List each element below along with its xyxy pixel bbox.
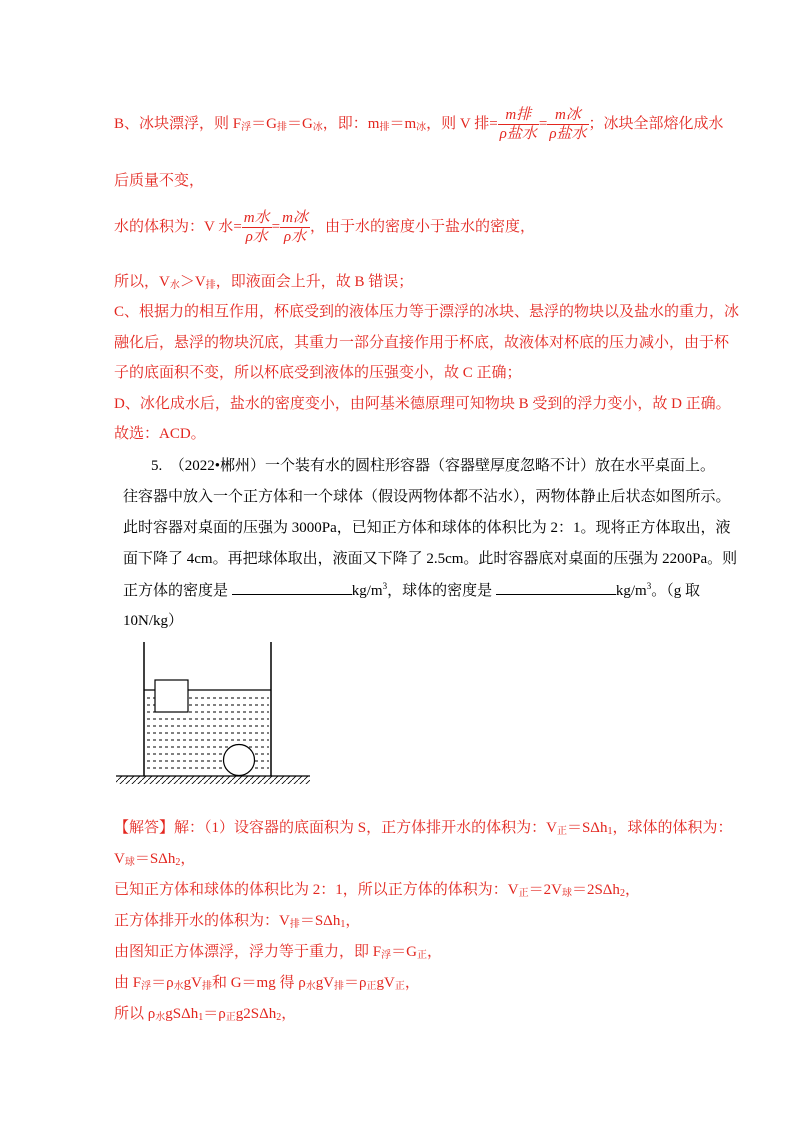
text: gV	[376, 975, 395, 991]
eq: =	[489, 116, 498, 132]
eq: =	[271, 219, 281, 235]
den: ρ水	[245, 229, 268, 246]
text: 和 G＝mg 得 ρ	[211, 975, 306, 991]
sub: 水	[155, 1012, 166, 1023]
solution-line-7	[114, 1004, 296, 1024]
text: ＝G	[391, 944, 417, 960]
d-answer: 故选：ACD。	[114, 426, 206, 442]
text: ＞V	[179, 274, 206, 290]
sub: 浮	[241, 122, 252, 133]
text: ＝ρ	[151, 975, 174, 991]
solution-line-6	[114, 973, 420, 993]
sub: 正	[416, 950, 427, 961]
sub: 2	[175, 857, 181, 868]
text: ，	[281, 1006, 297, 1022]
sub: 1	[340, 919, 346, 930]
sub: 冰	[416, 122, 427, 133]
sub: 正	[366, 981, 377, 992]
solution-line-3	[114, 880, 640, 900]
fraction	[242, 209, 272, 246]
d-line-1: D、冰化成水后，盐水的密度变小，由阿基米德原理可知物块 B 受到的浮力变小，故 D 正确。	[114, 396, 731, 412]
text: 正方体排开水的体积为：V	[114, 913, 290, 929]
text: B、冰块漂浮，则 F	[114, 116, 242, 132]
cube	[155, 680, 188, 712]
sup: 3	[646, 581, 652, 591]
q5-line-6: 10N/kg）	[123, 613, 184, 629]
text: 正方体的密度是	[123, 583, 229, 599]
sub: 球	[561, 888, 572, 899]
text: ＝m	[389, 116, 417, 132]
text: ，则 V 排	[426, 116, 490, 132]
sphere	[224, 745, 255, 776]
text: ，即：m	[322, 116, 380, 132]
text: 所以，V	[114, 274, 170, 290]
sub: 水	[169, 280, 180, 291]
unit: kg/m	[351, 583, 383, 599]
sub: 正	[518, 888, 529, 899]
text: ，即液面会上升，故 B 错误；	[215, 274, 414, 290]
solution-line-1	[114, 818, 732, 838]
text: gV	[315, 975, 335, 991]
sup: 3	[382, 581, 388, 591]
sub: 2	[619, 888, 625, 899]
answer-blank-sphere-density[interactable]	[496, 580, 616, 595]
text: 已知正方体和球体的体积比为 2：1，所以正方体的体积为：V	[114, 882, 519, 898]
sub: 排	[276, 122, 287, 133]
sub: 冰	[312, 122, 323, 133]
num: m冰	[282, 210, 308, 227]
sub: 排	[334, 981, 345, 992]
num: m冰	[547, 106, 588, 125]
text: ，	[345, 913, 361, 929]
text: ＝ρ	[344, 975, 367, 991]
text: ＝2V	[528, 882, 562, 898]
sub: 排	[205, 280, 216, 291]
solution-tag: 【解答】	[114, 820, 175, 836]
c-line-3: 子的底面积不变，所以杯底受到液体的压强变小，故 C 正确；	[114, 365, 522, 381]
solution-line-5	[114, 942, 442, 962]
text: 解：（1）设容器的底面积为 S，正方体排开水的体积为：V	[174, 820, 557, 836]
b-line-2: 后质量不变，	[114, 173, 205, 189]
sub: 正	[225, 1012, 236, 1023]
text: V	[114, 851, 125, 867]
sub: 水	[305, 981, 316, 992]
c-line-1: C、根据力的相互作用，杯底受到的液体压力等于漂浮的冰块、悬浮的物块以及盐水的重力，冰	[114, 304, 740, 320]
q5-line-5	[123, 580, 700, 601]
sub: 浮	[141, 981, 152, 992]
text: gV	[183, 975, 202, 991]
sub: 1	[607, 826, 613, 837]
fraction	[498, 106, 539, 143]
c-line-2: 融化后，悬浮的物块沉底，其重力一部分直接作用于杯底，故液体对杯底的压力减小，由于杯	[114, 335, 730, 351]
sub: 2	[276, 1012, 282, 1023]
q5-line-3: 此时容器对桌面的压强为 3000Pa，已知正方体和球体的体积比为 2：1。现将正方体取出，液	[123, 520, 731, 536]
text: ，	[180, 851, 196, 867]
fraction	[280, 209, 310, 246]
text: g2SΔh	[235, 1006, 277, 1022]
num: m水	[243, 210, 270, 227]
sub: 1	[198, 1012, 204, 1023]
eq: =	[538, 116, 548, 132]
text: 由图知正方体漂浮，浮力等于重力，即 F	[114, 944, 382, 960]
sub: 正	[556, 826, 567, 837]
text: ＝G	[251, 116, 277, 132]
text: ，由于水的密度小于盐水的密度，	[309, 219, 535, 235]
text: 由 F	[114, 975, 142, 991]
num: m排	[498, 106, 539, 125]
sub: 水	[173, 981, 184, 992]
sub: 排	[289, 919, 300, 930]
q5-line-4: 面下降了 4cm。再把球体取出，液面又下降了 2.5cm。此时容器底对桌面的压强为 2200Pa。则	[123, 551, 738, 567]
b-line-4	[114, 272, 413, 292]
text: 水的体积为：V 水	[114, 219, 234, 235]
text: ，	[624, 882, 640, 898]
sub: 浮	[381, 950, 392, 961]
solution-line-2	[114, 849, 195, 869]
den: ρ水	[283, 229, 307, 246]
b-line-1	[114, 103, 724, 145]
text: ＝SΔh	[566, 820, 608, 836]
fraction	[547, 106, 588, 143]
text: ＝2SΔh	[571, 882, 620, 898]
eq: =	[233, 219, 242, 235]
text: ＝SΔh	[299, 913, 341, 929]
sub: 排	[379, 122, 390, 133]
text: ＝ρ	[203, 1006, 226, 1022]
sub: 排	[201, 981, 212, 992]
text: ＝G	[286, 116, 313, 132]
solution-line-4	[114, 911, 360, 931]
text: ，球体的密度是	[387, 583, 493, 599]
table-surface-hatch	[116, 776, 310, 784]
den: ρ盐水	[549, 126, 587, 143]
sub: 球	[124, 857, 135, 868]
text: ，球体的体积为：	[612, 820, 733, 836]
q5-line-2: 往容器中放入一个正方体和一个球体（假设两物体都不沾水），两物体静止后状态如图所示。	[123, 489, 731, 505]
text: 所以 ρ	[114, 1006, 156, 1022]
text: 。（g 取	[651, 583, 700, 599]
text: ，	[404, 975, 420, 991]
q5-line-1: 5. （2022•郴州）一个装有水的圆柱形容器（容器壁厚度忽略不计）放在水平桌面上。	[151, 458, 716, 474]
container-figure	[112, 636, 322, 788]
unit: kg/m	[615, 583, 647, 599]
den: ρ盐水	[499, 126, 537, 143]
text: gSΔh	[165, 1006, 199, 1022]
text: ＝SΔh	[134, 851, 176, 867]
text: ，	[426, 944, 442, 960]
text: ；冰块全部熔化成水	[588, 116, 724, 132]
answer-blank-cube-density[interactable]	[232, 580, 352, 595]
b-line-3	[114, 206, 535, 248]
sub: 正	[394, 981, 405, 992]
